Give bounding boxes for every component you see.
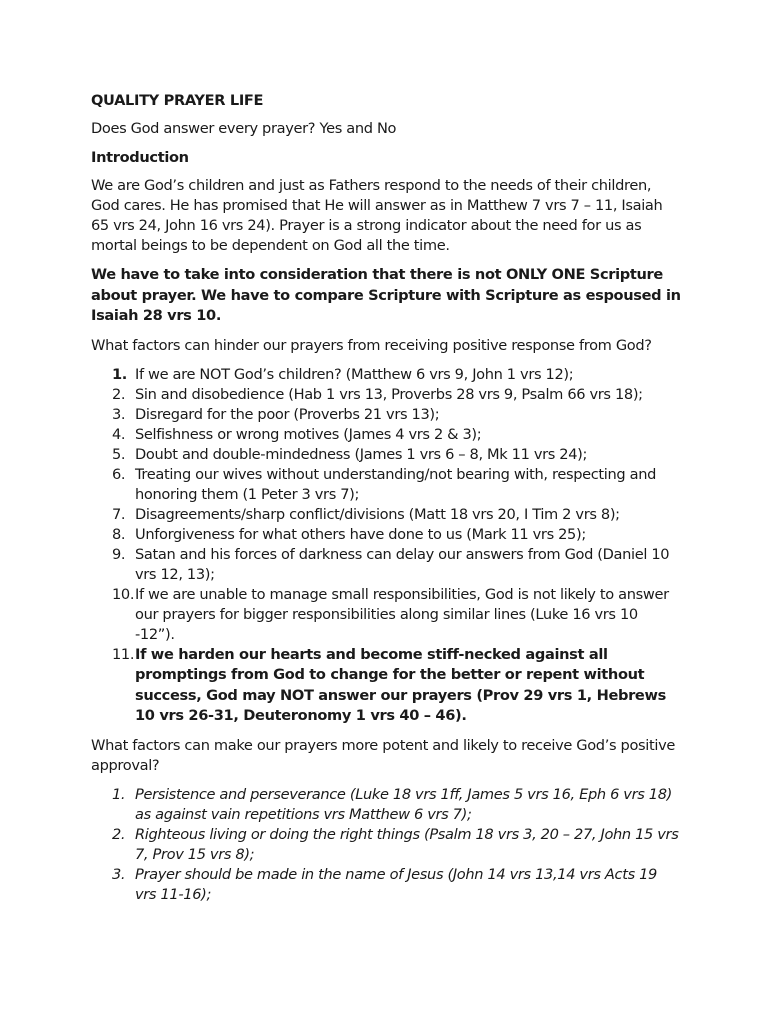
list-item-number: 3. [112, 405, 126, 423]
list-item [91, 825, 681, 865]
list-item [91, 405, 681, 425]
list-item-number: 10. [112, 585, 135, 603]
list-item [91, 365, 681, 385]
potent-factors-list [91, 785, 681, 905]
list-item [91, 785, 681, 825]
list-item [91, 505, 681, 525]
list-item-number: 6. [112, 465, 126, 483]
list-item-number: 11. [112, 645, 135, 663]
potent-question: What factors can make our prayers more potent and likely to receive God’s positive approval? [91, 736, 675, 774]
list-item-text: Unforgiveness for what others have done to us (Mark 11 vrs 25); [135, 525, 586, 543]
scripture-statement: We have to take into consideration that there is not ONLY ONE Scripture about prayer. We have to compare Scripture with Scripture as espoused in Isaiah 28 vrs 10. [91, 266, 681, 324]
list-item-text: Sin and disobedience (Hab 1 vrs 13, Proverbs 28 vrs 9, Psalm 66 vrs 18); [135, 385, 643, 403]
list-item-number: 2. [112, 825, 126, 843]
list-item-number: 7. [112, 505, 126, 523]
list-item-number: 4. [112, 425, 126, 443]
list-item [91, 425, 681, 445]
list-item-number: 1. [112, 365, 127, 383]
list-item-number: 1. [112, 785, 126, 803]
list-item [91, 525, 681, 545]
opening-question: Does God answer every prayer? Yes and No [91, 120, 397, 137]
list-item-text: Persistence and perseverance (Luke 18 vrs 1ff, James 5 vrs 16, Eph 6 vrs 18) as against vain repetitions vrs Matthew 6 vrs 7); [135, 785, 672, 823]
list-item-text: Doubt and double-mindedness (James 1 vrs 6 – 8, Mk 11 vrs 24); [135, 445, 588, 463]
list-item [91, 585, 681, 645]
list-item-text: If we are unable to manage small responsibilities, God is not likely to answer our prayers for bigger responsibilities along similar lines (Luke 16 vrs 10 -12”). [135, 585, 669, 643]
list-item [91, 385, 681, 405]
list-item-text: Righteous living or doing the right things (Psalm 18 vrs 3, 20 – 27, John 15 vrs 7, Prov 15 vrs 8); [135, 825, 679, 863]
introduction-paragraph: We are God’s children and just as Fathers respond to the needs of their children, God cares. He has promised that He will answer as in Matthew 7 vrs 7 – 11, Isaiah 65 vrs 24, John 16 vrs 24). Prayer is a strong indicator about the need for us as mortal beings to be dependent on God all the time. [91, 177, 663, 254]
list-item [91, 645, 681, 727]
list-item-text: Satan and his forces of darkness can delay our answers from God (Daniel 10 vrs 12, 13); [135, 545, 670, 583]
document-body [91, 91, 681, 914]
document-title: QUALITY PRAYER LIFE [91, 92, 264, 109]
list-item-number: 8. [112, 525, 126, 543]
list-item-number: 9. [112, 545, 126, 563]
list-item-number: 2. [112, 385, 126, 403]
list-item-text: Disregard for the poor (Proverbs 21 vrs 13); [135, 405, 440, 423]
list-item-number: 3. [112, 865, 126, 883]
list-item [91, 445, 681, 465]
hinder-factors-list [91, 365, 681, 727]
list-item-text: Prayer should be made in the name of Jesus (John 14 vrs 13,14 vrs Acts 19 vrs 11-16); [135, 865, 657, 903]
list-item-text: Treating our wives without understanding/not bearing with, respecting and honoring them (1 Peter 3 vrs 7); [135, 465, 657, 503]
list-item-text: If we harden our hearts and become stiff-necked against all promptings from God to change for the better or repent without success, God may NOT answer our prayers (Prov 29 vrs 1, Hebrews 10 vrs 26-31, Deuteronomy 1 vrs 40 – 46). [135, 645, 666, 724]
introduction-heading: Introduction [91, 149, 189, 166]
list-item-text: Disagreements/sharp conflict/divisions (Matt 18 vrs 20, I Tim 2 vrs 8); [135, 505, 620, 523]
list-item-number: 5. [112, 445, 126, 463]
list-item-text: Selfishness or wrong motives (James 4 vrs 2 & 3); [135, 425, 482, 443]
list-item [91, 545, 681, 585]
list-item [91, 865, 681, 905]
list-item [91, 465, 681, 505]
list-item-text: If we are NOT God’s children? (Matthew 6 vrs 9, John 1 vrs 12); [135, 365, 574, 383]
hinder-question: What factors can hinder our prayers from receiving positive response from God? [91, 336, 652, 354]
